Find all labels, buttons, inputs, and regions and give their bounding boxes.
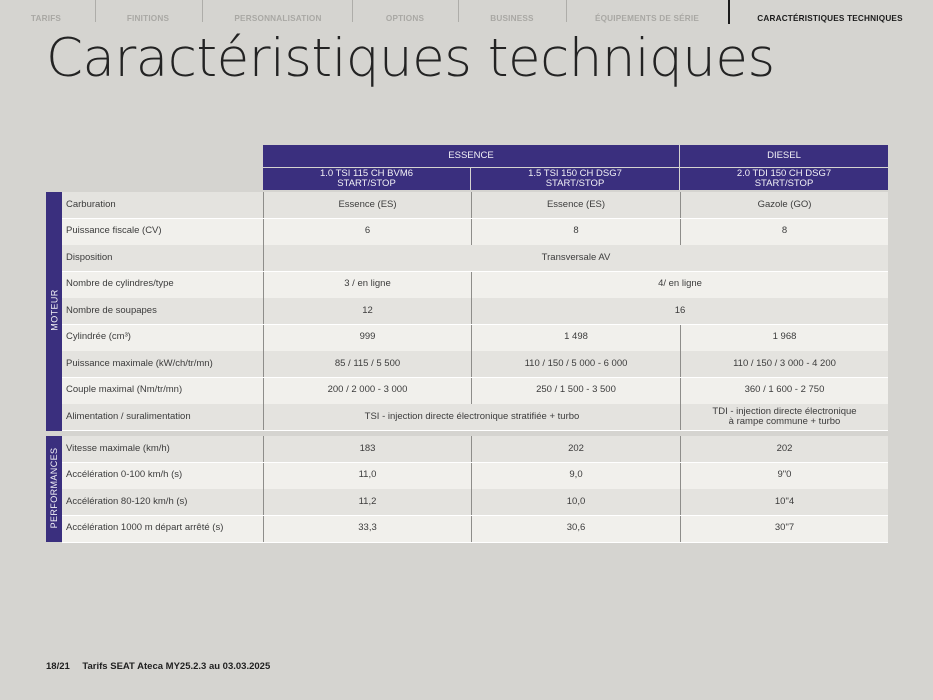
row-label: Nombre de cylindres/type: [66, 278, 174, 290]
nav-tab-5[interactable]: ÉQUIPEMENTS DE SÉRIE: [594, 14, 700, 23]
table-cell: 1 498: [471, 325, 680, 351]
table-row: [62, 489, 888, 516]
row-label: Accélération 0-100 km/h (s): [66, 469, 183, 481]
engine-label-line: 1.0 TSI 115 CH BVM6: [319, 168, 414, 179]
table-cell: 202: [680, 436, 888, 462]
row-label: Nombre de soupapes: [66, 304, 157, 316]
nav-separator: [566, 0, 567, 22]
table-cell: TSI - injection directe électronique stratifiée + turbo: [263, 404, 680, 430]
document-title: Tarifs SEAT Ateca MY25.2.3 au 03.03.2025: [82, 661, 271, 672]
row-label: Cylindrée (cm³): [66, 331, 131, 343]
header-essence: ESSENCE: [263, 145, 679, 167]
table-row: [62, 516, 888, 543]
table-cell: 250 / 1 500 - 3 500: [471, 378, 680, 404]
table-cell: Essence (ES): [471, 192, 680, 218]
nav-tab-0[interactable]: TARIFS: [30, 14, 62, 23]
table-cell: 12: [263, 298, 471, 324]
table-cell: 360 / 1 600 - 2 750: [680, 378, 888, 404]
table-row: [62, 378, 888, 405]
table-cell: 999: [263, 325, 471, 351]
table-row: [62, 298, 888, 325]
nav-tab-2[interactable]: PERSONNALISATION: [234, 14, 322, 23]
row-label: Disposition: [66, 251, 113, 263]
nav-tab-1[interactable]: FINITIONS: [126, 14, 170, 23]
nav-separator: [352, 0, 353, 22]
table-row: [62, 245, 888, 272]
table-cell: 200 / 2 000 - 3 000: [263, 378, 471, 404]
table-cell: 110 / 150 / 5 000 - 6 000: [471, 351, 680, 377]
section-label: PERFORMANCES: [49, 447, 59, 529]
table-cell: 1 968: [680, 325, 888, 351]
table-cell: 16: [471, 298, 888, 324]
table-cell: 30,6: [471, 516, 680, 542]
header-diesel: DIESEL: [680, 145, 888, 167]
table-cell: 183: [263, 436, 471, 462]
row-label: Carburation: [66, 198, 116, 210]
table-cell: 30"7: [680, 516, 888, 542]
table-cell: 6: [263, 219, 471, 245]
row-label: Accélération 1000 m départ arrêté (s): [66, 522, 224, 534]
row-label: Accélération 80-120 km/h (s): [66, 495, 188, 507]
table-cell: 4/ en ligne: [471, 272, 888, 298]
nav-separator: [728, 0, 730, 24]
nav-tab-4[interactable]: BUSINESS: [490, 14, 534, 23]
table-cell: 10,0: [471, 489, 680, 515]
nav-separator: [95, 0, 96, 22]
nav-separator: [202, 0, 203, 22]
top-navigation: [0, 0, 933, 26]
table-cell: 110 / 150 / 3 000 - 4 200: [680, 351, 888, 377]
cell-line: TDI - injection directe électronique: [712, 405, 857, 417]
header-engine-2: [680, 168, 888, 190]
table-row: [62, 192, 888, 219]
table-cell: Transversale AV: [263, 245, 888, 271]
table-row: [62, 351, 888, 378]
table-row: [62, 404, 888, 431]
table-cell: 9"0: [680, 463, 888, 489]
row-label: Alimentation / suralimentation: [66, 410, 191, 422]
table-cell: Essence (ES): [263, 192, 471, 218]
nav-tab-3[interactable]: OPTIONS: [385, 14, 425, 23]
table-cell: 10"4: [680, 489, 888, 515]
table-cell: 85 / 115 / 5 500: [263, 351, 471, 377]
row-label: Puissance fiscale (CV): [66, 225, 162, 237]
engine-label-line: START/STOP: [545, 178, 605, 189]
section-label: MOTEUR: [49, 289, 59, 331]
table-row: [62, 219, 888, 246]
section-tab-performances: [46, 436, 62, 542]
row-label: Puissance maximale (kW/ch/tr/mn): [66, 357, 213, 369]
table-cell: 11,0: [263, 463, 471, 489]
cell-line: à rampe commune + turbo: [728, 416, 841, 427]
page-number: 18/21: [46, 661, 70, 672]
header-engine-0: [263, 168, 470, 190]
table-cell: 202: [471, 436, 680, 462]
engine-label-line: START/STOP: [754, 178, 814, 189]
page-title: Caractéristiques techniques: [46, 28, 775, 89]
table-cell: 33,3: [263, 516, 471, 542]
engine-label-line: 1.5 TSI 150 CH DSG7: [528, 168, 622, 179]
table-row: [62, 325, 888, 352]
table-cell: 9,0: [471, 463, 680, 489]
table-row: [62, 436, 888, 463]
nav-separator: [458, 0, 459, 22]
footer: [46, 661, 280, 672]
engine-label-line: START/STOP: [337, 178, 396, 189]
table-cell: 11,2: [263, 489, 471, 515]
section-tab-moteur: [46, 192, 62, 431]
table-row: [62, 463, 888, 490]
table-cell: 3 / en ligne: [263, 272, 471, 298]
row-label: Vitesse maximale (km/h): [66, 442, 170, 454]
nav-tab-6[interactable]: CARACTÉRISTIQUES TECHNIQUES: [757, 14, 903, 23]
row-label: Couple maximal (Nm/tr/mn): [66, 384, 183, 396]
engine-label-line: 2.0 TDI 150 CH DSG7: [736, 168, 832, 179]
table-cell: Gazole (GO): [680, 192, 888, 218]
table-cell: 8: [680, 219, 888, 245]
table-row: [62, 272, 888, 299]
table-cell: 8: [471, 219, 680, 245]
table-cell: [680, 404, 888, 430]
header-engine-1: [471, 168, 679, 190]
